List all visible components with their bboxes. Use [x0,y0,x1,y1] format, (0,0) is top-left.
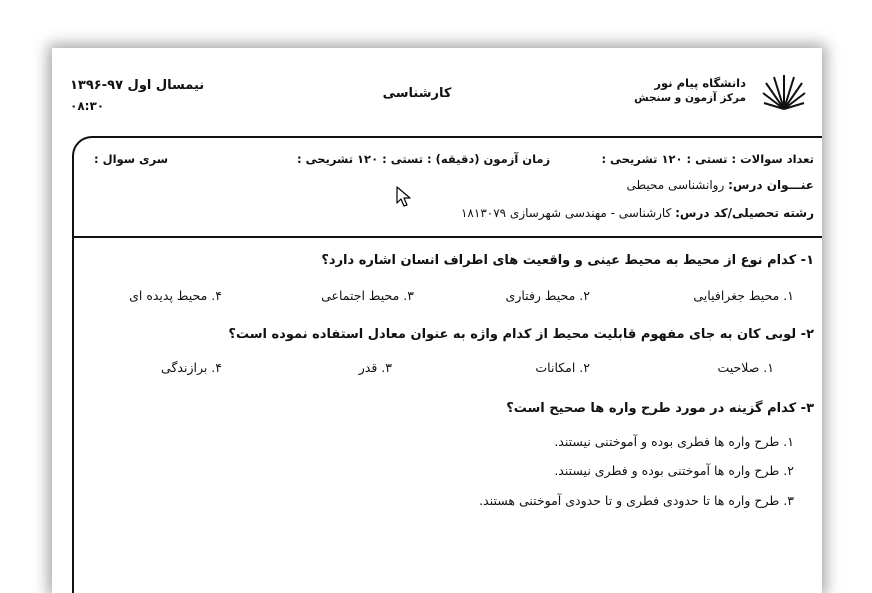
university-subtitle: مرکز آزمون و سنجش [634,92,746,104]
question-2-option-3[interactable]: ۳. قدر [358,360,392,375]
course-title-label: عنـــوان درس: [728,178,814,192]
mouse-cursor-icon [395,186,413,208]
exam-duration: زمان آزمون (دقیقه) : تستی : ۱۲۰ تشریحی : [297,152,551,166]
question-1: ۱- کدام نوع از محیط به محیط عینی و واقعیت های اطراف انسان اشاره دارد؟ [321,253,814,268]
semester-label: نیمسال اول ۹۷-۱۳۹۶ [70,78,205,93]
course-title-value: روانشناسی محیطی [626,178,725,192]
field-row [461,206,814,220]
question-3-option-3[interactable]: ۳. طرح واره ها تا حدودی فطری و تا حدودی آموختنی هستند. [479,493,794,508]
question-2: ۲- لوبی کان به جای مفهوم قابلیت محیط از کدام واژه به عنوان معادل استفاده نموده است؟ [228,327,814,342]
question-3-option-2[interactable]: ۲. طرح واره ها آموختنی بوده و فطری نیستند. [554,463,794,478]
exam-time-label: ۰۸:۳۰ [70,99,105,113]
field-value: کارشناسی - مهندسی شهرسازی ۱۸۱۳۰۷۹ [460,206,672,220]
course-title-row [627,178,814,192]
question-1-option-1[interactable]: ۱. محیط جغرافیایی [693,288,794,303]
info-box-divider [72,236,822,238]
question-1-option-2[interactable]: ۲. محیط رفتاری [505,288,590,303]
question-1-option-4[interactable]: ۴. محیط پدیده ای [129,288,222,303]
question-3-option-1[interactable]: ۱. طرح واره ها فطری بوده و آموختنی نیستند. [554,434,794,449]
question-count: تعداد سوالات : تستی : ۱۲۰ تشریحی : [601,152,814,166]
question-2-option-1[interactable]: ۱. صلاحیت [717,360,774,375]
question-3: ۳- کدام گزینه در مورد طرح واره ها صحیح است؟ [506,401,814,416]
series-label: سری سوال : [94,152,169,166]
exam-page [52,48,822,593]
university-logo-icon [762,71,806,111]
question-2-option-4[interactable]: ۴. برازندگی [161,360,222,375]
exam-level-title: کارشناسی [382,86,452,101]
question-2-option-2[interactable]: ۲. امکانات [535,360,590,375]
university-name: دانشگاه پیام نور [654,76,746,90]
field-label: رشته تحصیلی/کد درس: [675,206,814,220]
question-1-option-3[interactable]: ۳. محیط اجتماعی [321,288,414,303]
